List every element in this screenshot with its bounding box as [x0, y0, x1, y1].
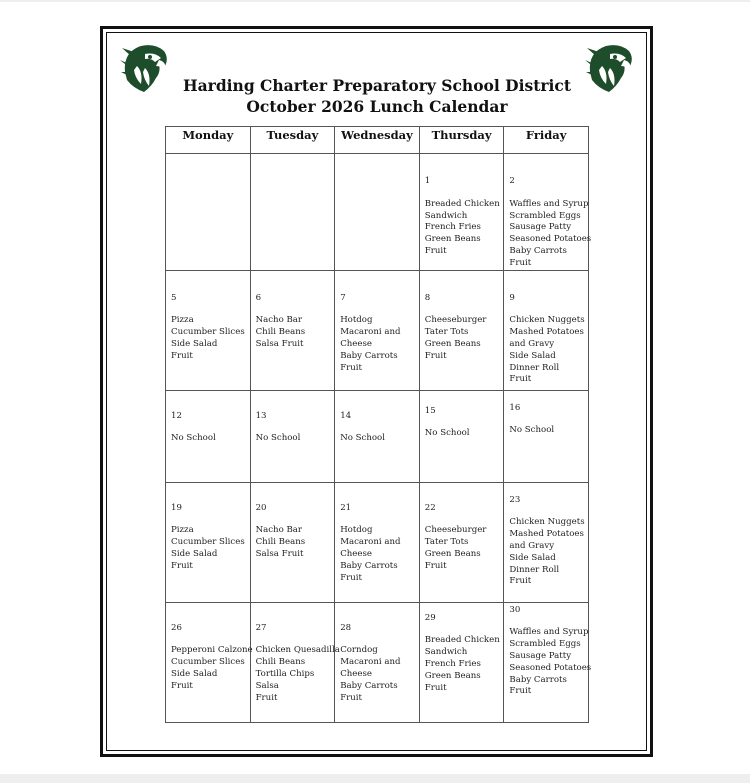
day-cell — [504, 602, 592, 722]
day-number: 28 — [340, 622, 352, 633]
day-number: 1 — [424, 176, 431, 186]
day-cell — [419, 154, 504, 271]
menu-item: Side Salad — [509, 350, 556, 361]
day-cell — [166, 482, 251, 602]
menu-item: Fruit — [255, 692, 278, 703]
menu-item: Green Beans — [424, 670, 481, 681]
menu-item: Hotdog — [340, 525, 373, 536]
day-number: 21 — [340, 502, 352, 513]
district-title: Harding Charter Preparatory School District — [182, 76, 572, 95]
menu-item: Baby Carrots — [340, 560, 398, 571]
menu-item: Salsa — [255, 680, 279, 691]
day-number: 14 — [340, 410, 352, 421]
document-page — [0, 2, 750, 774]
week-row — [166, 482, 589, 602]
menu-item: Tater Tots — [424, 537, 469, 548]
menu-item: Fruit — [424, 245, 447, 256]
day-cell — [250, 270, 335, 390]
day-number: 7 — [340, 292, 346, 303]
menu-item: Macaroni and — [340, 657, 401, 668]
menu-item: Fruit — [509, 374, 532, 385]
menu-item: Scrambled Eggs — [509, 210, 581, 221]
menu-item: Waffles and Syrup — [509, 198, 589, 209]
menu-item: Side Salad — [171, 338, 218, 349]
day-cell — [335, 270, 420, 390]
menu-item: Cheese — [340, 338, 372, 349]
menu-item: Corndog — [340, 645, 378, 656]
day-number: 26 — [171, 622, 182, 633]
menu-item: and Gravy — [509, 338, 555, 349]
menu-item: Baby Carrots — [340, 350, 398, 361]
menu-item: Pepperoni Calzone — [171, 645, 253, 656]
menu-item: and Gravy — [509, 540, 555, 551]
menu-item: No School — [340, 433, 385, 444]
menu-item: Nacho Bar — [255, 525, 303, 536]
day-number: 27 — [255, 622, 267, 633]
menu-item: Chili Beans — [255, 657, 306, 668]
day-cell — [504, 154, 592, 271]
menu-item: Mashed Potatoes — [509, 327, 584, 338]
menu-item: Fruit — [340, 692, 362, 703]
menu-item: Fruit — [340, 572, 362, 583]
menu-item: Mashed Potatoes — [509, 529, 584, 540]
menu-item: Fruit — [424, 682, 447, 693]
eagle-head-icon — [119, 42, 169, 94]
day-cell — [419, 602, 504, 722]
menu-item: Chili Beans — [255, 537, 306, 548]
day-cell — [419, 482, 504, 602]
weekday-header: Thursday — [419, 127, 504, 154]
menu-item: Sausage Patty — [509, 222, 572, 233]
day-number: 9 — [509, 292, 515, 303]
menu-item: Green Beans — [424, 548, 481, 559]
menu-item: Cheese — [340, 548, 372, 559]
day-number: 15 — [424, 405, 436, 416]
day-number: 30 — [509, 604, 521, 615]
menu-item: Tater Tots — [424, 327, 469, 338]
eagle-head-icon — [584, 42, 634, 94]
day-number: 23 — [509, 494, 521, 505]
weekday-header: Wednesday — [335, 127, 420, 154]
day-cell — [419, 270, 504, 390]
day-cell — [335, 602, 420, 722]
menu-item: Salsa Fruit — [255, 338, 304, 349]
day-number: 5 — [171, 292, 177, 303]
menu-item: Baby Carrots — [509, 245, 567, 256]
day-number: 16 — [509, 402, 521, 413]
day-cell — [166, 602, 251, 722]
week-row — [166, 602, 589, 722]
menu-item: Salsa Fruit — [255, 548, 304, 559]
menu-item: Baby Carrots — [340, 680, 398, 691]
menu-item: No School — [424, 428, 470, 439]
day-cell — [504, 482, 589, 602]
menu-item: No School — [255, 433, 301, 444]
menu-item: Pizza — [171, 315, 194, 326]
menu-item: Tortilla Chips — [255, 668, 315, 679]
menu-item: Waffles and Syrup — [509, 627, 589, 638]
menu-item: Sandwich — [424, 647, 468, 658]
week-row — [166, 154, 589, 271]
day-cell — [335, 482, 420, 602]
day-number: 6 — [255, 292, 262, 303]
menu-item: Side Salad — [171, 548, 218, 559]
day-cell — [419, 390, 504, 482]
weekday-header: Friday — [504, 127, 589, 154]
day-cell — [250, 154, 335, 271]
day-number: 22 — [424, 502, 436, 513]
menu-item: Cheeseburger — [424, 525, 487, 536]
week-row — [166, 270, 589, 390]
menu-item: Hotdog — [340, 315, 373, 326]
calendar-title: October 2026 Lunch Calendar — [246, 97, 508, 116]
menu-item: Breaded Chicken — [424, 635, 500, 646]
day-cell — [250, 482, 335, 602]
day-cell — [250, 602, 340, 722]
menu-item: Fruit — [509, 257, 532, 268]
menu-item: Dinner Roll — [509, 362, 560, 373]
menu-item: Pizza — [171, 525, 194, 536]
day-number: 20 — [255, 502, 267, 513]
menu-item: Green Beans — [424, 338, 481, 349]
menu-item: Seasoned Potatoes — [509, 234, 592, 245]
weekday-header: Tuesday — [250, 127, 335, 154]
week-row — [166, 390, 589, 482]
day-cell — [504, 270, 589, 390]
menu-item: No School — [171, 433, 216, 444]
menu-item: No School — [509, 425, 555, 436]
day-number: 12 — [171, 410, 182, 421]
menu-item: Chicken Nuggets — [509, 315, 585, 326]
menu-item: Sandwich — [424, 210, 468, 221]
menu-item: Chili Beans — [255, 327, 306, 338]
menu-item: Sausage Patty — [509, 650, 572, 661]
menu-item: Fruit — [509, 686, 532, 697]
menu-item: Fruit — [509, 576, 532, 587]
weekday-header: Monday — [166, 127, 251, 154]
menu-item: Green Beans — [424, 234, 481, 245]
menu-item: Side Salad — [171, 668, 218, 679]
menu-item: French Fries — [424, 222, 481, 233]
day-number: 2 — [509, 176, 515, 186]
menu-item: Side Salad — [509, 552, 556, 563]
menu-item: Scrambled Eggs — [509, 639, 581, 650]
day-number: 29 — [424, 612, 436, 623]
day-number: 8 — [424, 292, 431, 303]
menu-item: Cheeseburger — [424, 315, 487, 326]
menu-item: Macaroni and — [340, 537, 401, 548]
calendar-body — [166, 154, 592, 723]
menu-item: Cucumber Slices — [171, 657, 245, 668]
menu-item: Breaded Chicken — [424, 198, 500, 209]
menu-item: Baby Carrots — [509, 674, 567, 685]
menu-item: Dinner Roll — [509, 564, 560, 575]
menu-item: French Fries — [424, 658, 481, 669]
menu-item: Fruit — [424, 350, 447, 361]
menu-item: Chicken Quesadilla — [255, 645, 340, 656]
menu-item: Macaroni and — [340, 327, 401, 338]
menu-item: Fruit — [171, 560, 193, 571]
menu-item: Fruit — [424, 560, 447, 571]
day-cell — [166, 270, 251, 390]
day-cell — [250, 390, 335, 482]
menu-item: Fruit — [171, 680, 193, 691]
menu-item: Seasoned Potatoes — [509, 662, 592, 673]
day-cell — [166, 154, 251, 271]
day-number: 13 — [255, 410, 267, 421]
menu-item: Fruit — [340, 362, 362, 373]
weekday-header-row — [166, 127, 589, 154]
menu-item: Cucumber Slices — [171, 327, 245, 338]
day-cell — [166, 390, 251, 482]
menu-item: Chicken Nuggets — [509, 517, 585, 528]
day-cell — [335, 154, 420, 271]
menu-item: Cheese — [340, 668, 372, 679]
menu-item: Nacho Bar — [255, 315, 303, 326]
day-cell — [504, 390, 589, 482]
menu-item: Fruit — [171, 350, 193, 361]
day-cell — [335, 390, 420, 482]
lunch-calendar-table — [165, 126, 592, 723]
day-number: 19 — [171, 502, 182, 513]
menu-item: Cucumber Slices — [171, 537, 245, 548]
